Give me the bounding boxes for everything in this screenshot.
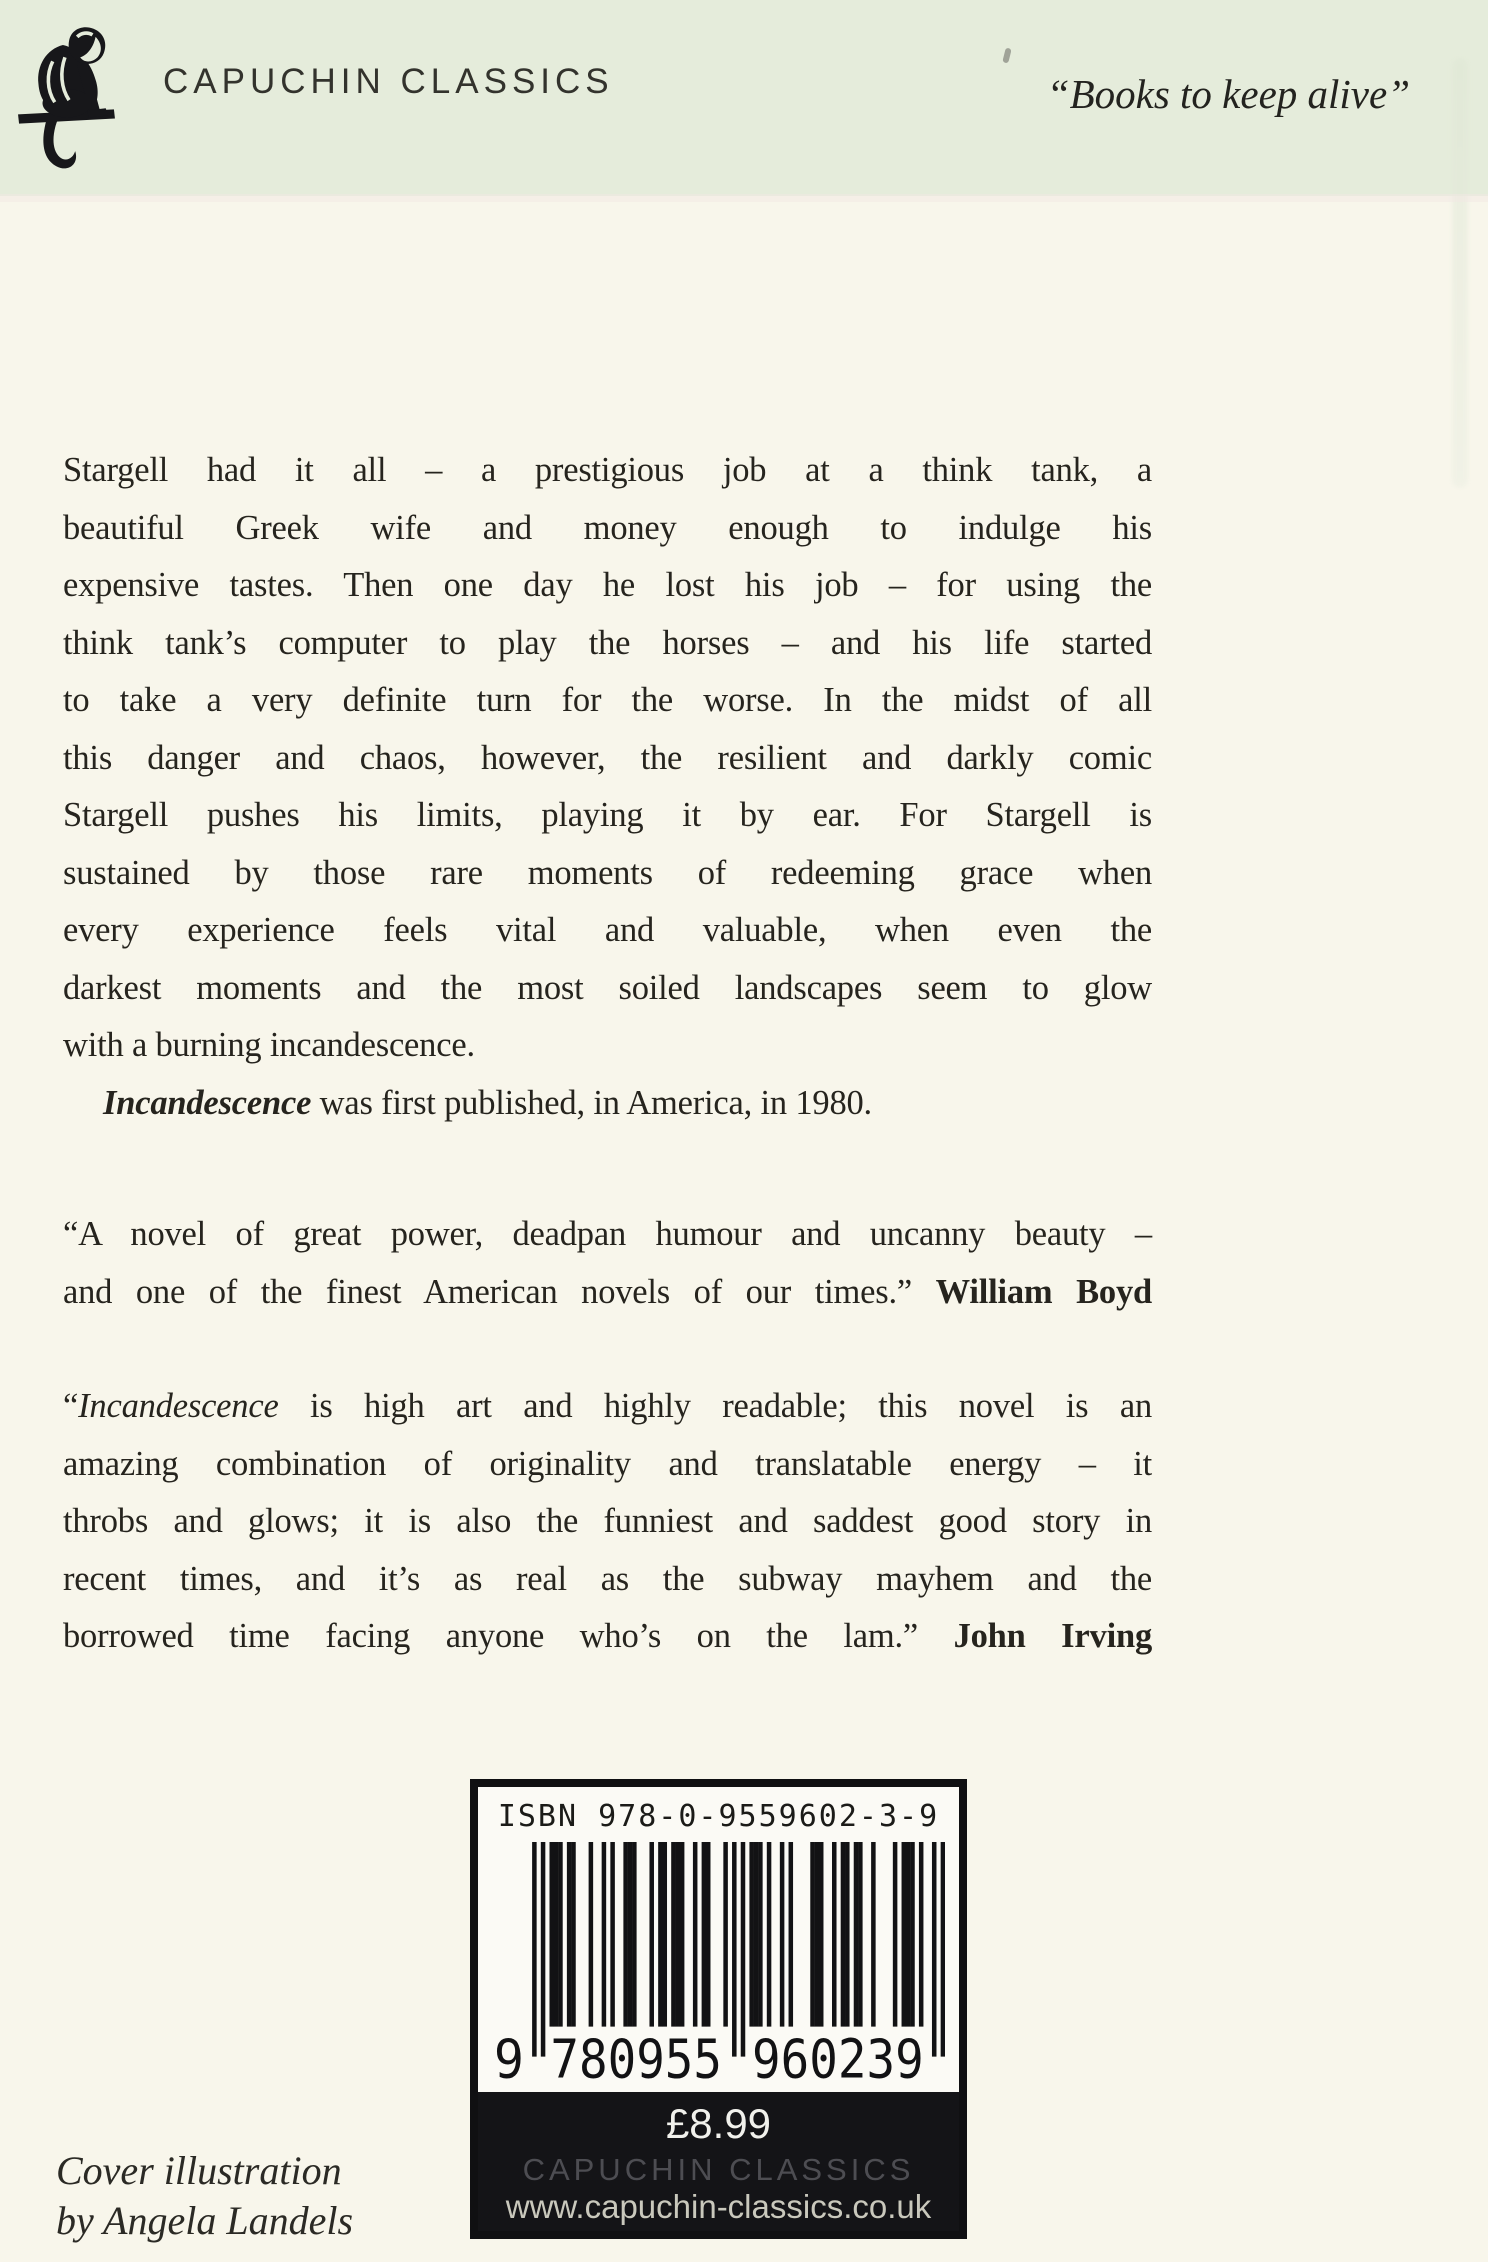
review-quote-william-boyd bbox=[63, 1206, 1152, 1321]
text-line: to take a very definite turn for the worse. In the midst of all bbox=[63, 681, 1152, 719]
text-line: with a burning incandescence. bbox=[63, 1026, 475, 1064]
svg-text:780955: 780955 bbox=[549, 2028, 722, 2082]
barcode-panel bbox=[470, 1779, 967, 2239]
price-band bbox=[478, 2092, 959, 2231]
text-line: beautiful Greek wife and money enough to indulge his bbox=[63, 508, 1152, 547]
text-line: sustained by those rare moments of redeeming grace when bbox=[63, 853, 1152, 892]
text-line: “A novel of great power, deadpan humour and uncanny beauty – bbox=[63, 1215, 1152, 1253]
ean13-barcode bbox=[493, 1842, 945, 2082]
text-line: throbs and glows; it is also the funniest and saddest good story in bbox=[63, 1502, 1152, 1540]
price-label: £8.99 bbox=[665, 2100, 772, 2147]
synopsis-paragraph bbox=[63, 442, 1152, 1132]
text-line: amazing combination of originality and translatable energy – it bbox=[63, 1444, 1152, 1483]
text-line: think tank’s computer to play the horses – and his life started bbox=[63, 623, 1152, 662]
text-line: this danger and chaos, however, the resilient and darkly comic bbox=[63, 738, 1152, 777]
text-line: expensive tastes. Then one day he lost his job – for using the bbox=[63, 566, 1152, 604]
capuchin-monkey-logo-icon bbox=[16, 16, 118, 170]
text-line: Stargell pushes his limits, playing it by ear. For Stargell is bbox=[63, 796, 1152, 834]
text-line: “Incandescence is high art and highly readable; this novel is an bbox=[63, 1387, 1152, 1425]
credit-line: Cover illustration bbox=[56, 2148, 342, 2193]
header-band bbox=[0, 0, 1488, 196]
text-line: every experience feels vital and valuable, when even the bbox=[63, 911, 1152, 949]
isbn-label: ISBN 978-0-9559602-3-9 bbox=[497, 1799, 940, 1834]
publisher-brand-title: CAPUCHIN CLASSICS bbox=[163, 62, 614, 101]
publisher-website: www.capuchin-classics.co.uk bbox=[505, 2188, 932, 2225]
text-line: Incandescence was first published, in America, in 1980. bbox=[103, 1083, 872, 1122]
svg-text:960239: 960239 bbox=[751, 2028, 924, 2082]
review-quote-john-irving bbox=[63, 1378, 1152, 1666]
credit-line: by Angela Landels bbox=[56, 2198, 354, 2243]
cover-illustration-credit bbox=[56, 2146, 353, 2246]
text-line: Stargell had it all – a prestigious job at a think tank, a bbox=[63, 451, 1152, 489]
publisher-tagline: “Books to keep alive” bbox=[1046, 71, 1410, 117]
text-line: recent times, and it’s as real as the subway mayhem and the bbox=[63, 1559, 1152, 1598]
text-line: borrowed time facing anyone who’s on the lam.” John Irving bbox=[63, 1617, 1152, 1655]
publisher-name: CAPUCHIN CLASSICS bbox=[522, 2152, 915, 2187]
text-line: darkest moments and the most soiled landscapes seem to glow bbox=[63, 968, 1152, 1007]
text-line: and one of the finest American novels of our times.” William Boyd bbox=[63, 1272, 1152, 1311]
svg-text:9: 9 bbox=[493, 2028, 524, 2082]
